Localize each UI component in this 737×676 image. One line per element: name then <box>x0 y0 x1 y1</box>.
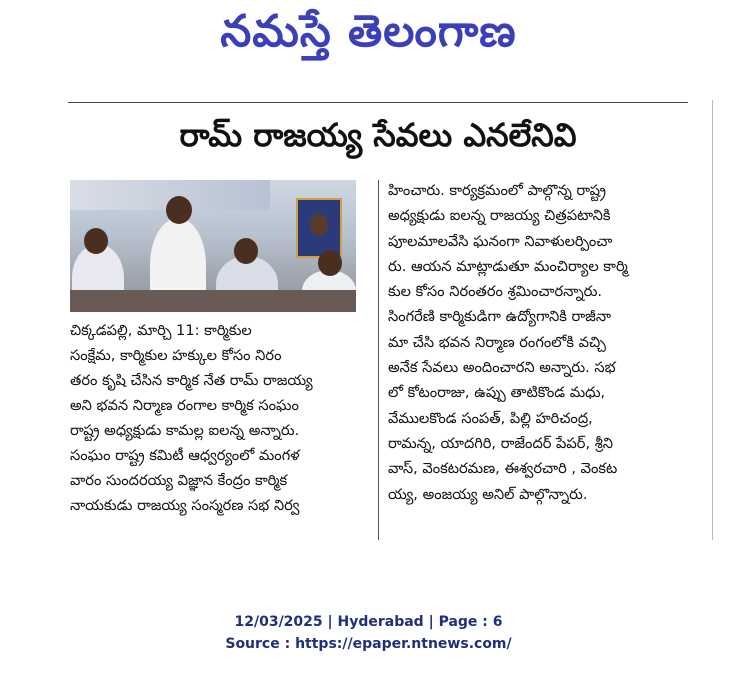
left-line: చిక్కడపల్లి, మార్చి 11: కార్మికుల <box>70 322 252 339</box>
footer-source: Source : https://epaper.ntnews.com/ <box>225 636 512 652</box>
page-edge-rule <box>712 100 713 540</box>
left-line: తరం కృషి చేసిన కార్మిక నేత రామ్ రాజయ్య <box>70 372 313 389</box>
masthead-rule <box>68 102 688 103</box>
photo-portrait <box>296 198 342 258</box>
left-line: సంఘం రాష్ట్ర కమిటీ ఆధ్వర్యంలో మంగళ <box>70 447 300 464</box>
article-column-right <box>388 178 688 507</box>
photo-head-3 <box>234 238 258 264</box>
left-line: నాయకుడు రాజయ్య సంస్మరణ సభ నిర్వ <box>70 497 300 514</box>
news-photo <box>70 180 356 312</box>
right-line: లో కోటంరాజు, ఉప్పు తాటికొండ మధు, <box>388 384 606 402</box>
right-line: సింగరేణి కార్మికుడిగా ఉద్యోగానికి రాజీనా <box>388 308 611 326</box>
right-line: హించారు. కార్యక్రమంలో పాల్గొన్న రాష్ట్ర <box>388 182 606 199</box>
right-line: య్య, అంజయ్య అనిల్ పాల్గొన్నారు. <box>388 485 588 503</box>
footer-date-page: 12/03/2025 | Hyderabad | Page : 6 <box>234 614 503 630</box>
photo-head-2 <box>166 196 192 224</box>
article-headline: రామ్ రాజయ్య సేవలు ఎనలేనివి <box>179 116 577 154</box>
right-line: పూలమాలవేసి ఘనంగా నివాళులర్పించా <box>388 232 613 250</box>
left-line: అని భవన నిర్మాణ రంగాల కార్మిక సంఘం <box>70 397 299 414</box>
photo-head-1 <box>84 228 108 254</box>
right-line: అనేక సేవలు అందించారని అన్నారు. సభ <box>388 359 616 377</box>
photo-head-4 <box>318 250 342 276</box>
left-line: వారం సుందరయ్య విజ్ఞాన కేంద్రం కార్మిక <box>70 472 288 489</box>
masthead-logo: నమస్తే తెలంగాణ <box>220 6 517 57</box>
left-line: సంక్షేమ, కార్మికుల హక్కుల కోసం నిరం <box>70 347 282 364</box>
right-line: రు. ఆయన మాట్లాడుతూ మంచిర్యాల కార్మి <box>388 257 628 275</box>
right-line: వేములకొండ సంపత్, పిల్లి హరిచంద్ర, <box>388 409 593 427</box>
right-line: కుల కోసం నిరంతరం శ్రమించారన్నారు. <box>388 283 603 301</box>
photo-table <box>70 290 356 312</box>
right-line: రామన్న, యాదగిరి, రాజేందర్ పేపర్, శ్రీని <box>388 434 614 452</box>
portrait-face <box>310 214 328 236</box>
article-column-left <box>70 318 366 518</box>
right-line: అధ్యక్షుడు ఐలన్న రాజయ్య చిత్రపటానికి <box>388 207 611 225</box>
right-line: వాస్, వెంకటరమణ, ఈశ్వరచారి , వెంకట <box>388 460 618 478</box>
column-divider <box>378 180 379 540</box>
left-line: రాష్ట్ర అధ్యక్షుడు కామల్ల ఐలన్న అన్నారు. <box>70 422 300 439</box>
right-line: మా చేసి భవన నిర్మాణ రంగంలోకి వచ్చి <box>388 333 606 351</box>
